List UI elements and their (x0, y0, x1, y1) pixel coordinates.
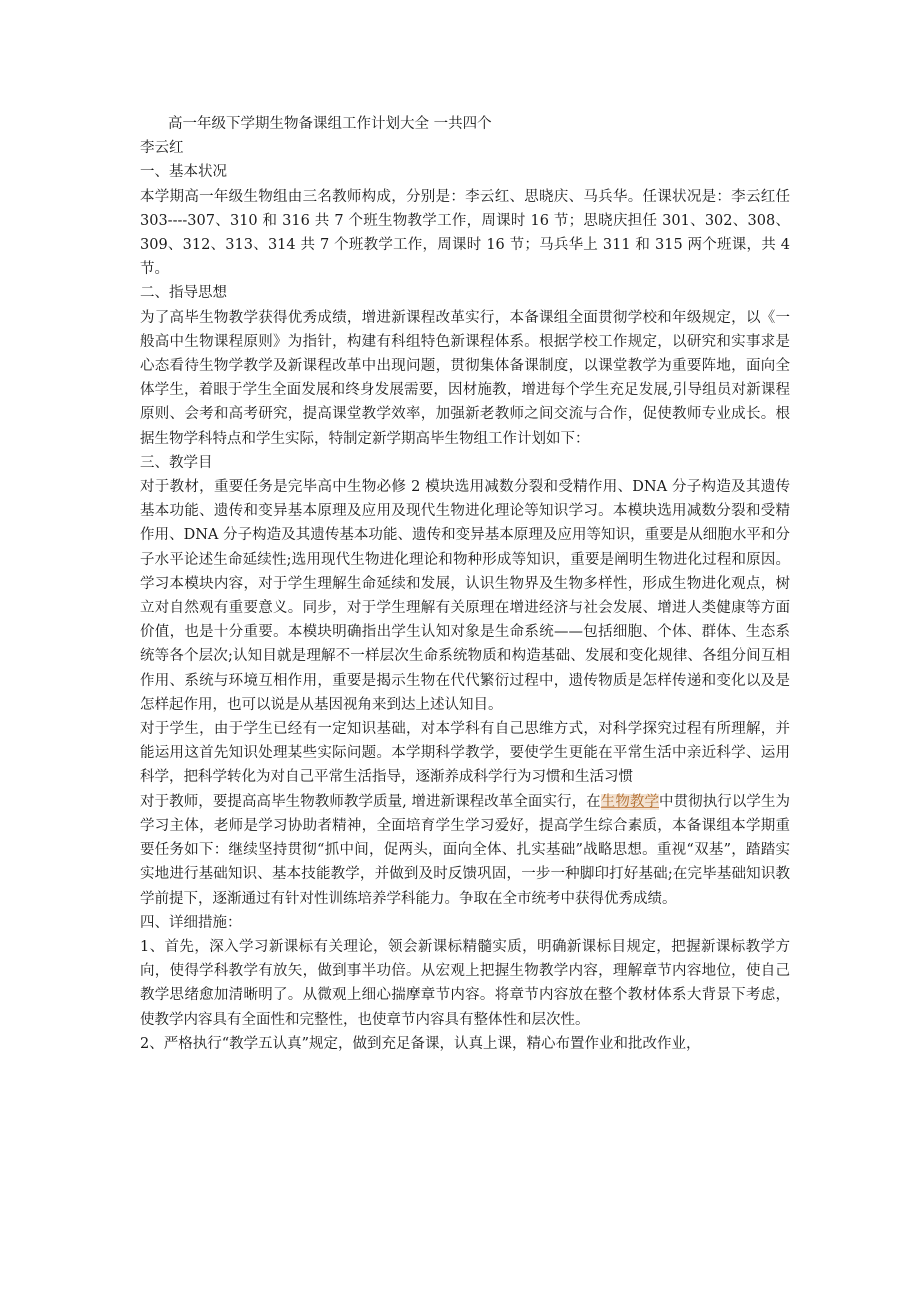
section-heading-basic-status: 一、基本状况 (140, 164, 227, 181)
biology-teaching-link[interactable]: 生物教学 (600, 793, 660, 810)
document-title: 高一年级下学期生物备课组工作计划大全 一共四个 (168, 116, 492, 132)
paragraph-textbook-goals: 对于教材，重要任务是完毕高中生物必修 2 模块选用减数分裂和受精作用、DNA 分子构造及其遗传基本功能、遗传和变异基本原理及应用及现代生物进化理论等知识学习。本模块选用减数分裂和受精作用、DNA 分子构造及其遗传基本功能、遗传和变异基本原理及应用等知识，重要是从细胞水平和分子水平论述生命延续性;选用现代生物进化理论和物种形成等知识，重要是阐明生物进化过程和原因。学习本模块内容，对于学生理解生命延续和发展，认识生物界及生物多样性，形成生物进化观点，树立对自然观有重要意义。同步，对于学生理解有关原理在增进经济与社会发展、增进人类健康等方面价值，也是十分重要。本模块明确指出学生认知对象是生命系统——包括细胞、个体、群体、生态系统等各个层次;认知目就是理解不一样层次生命系统物质和构造基础、发展和变化规律、各组分间互相作用、系统与环境互相作用，重要是揭示生物在代代繁衍过程中，遗传物质是怎样传递和变化以及是怎样起作用，也可以说是从基因视角来到达上述认知目。 (140, 479, 790, 713)
document-page (140, 112, 790, 1056)
paragraph-student-goals: 对于学生，由于学生已经有一定知识基础，对本学科有自己思维方式，对科学探究过程有所理解，并能运用这首先知识处理某些实际问题。本学期科学教学，要使学生更能在平常生活中亲近科学、运用科学，把科学转化为对自己平常生活指导，逐渐养成科学行为习惯和生活习惯 (140, 721, 790, 786)
section-heading-guiding-thought: 二、指导思想 (140, 285, 227, 302)
paragraph-teacher-goals (140, 790, 790, 911)
paragraph-teacher-goals-end: 中贯彻执行以学生为学习主体，老师是学习协助者精神，全面培育学生学习爱好，提高学生综合素质，本备课组本学期重要任务如下：继续坚持贯彻“抓中间，促两头，面向全体、扎实基础”战略思想。重视“双基”，踏踏实实地进行基础知识、基本技能教学，并做到及时反馈巩固，一步一种脚印打好基础;在完毕基础知识教学前提下，逐渐通过有针对性训练培养学科能力。争取在全市统考中获得优秀成绩。 (140, 793, 791, 907)
section-heading-teaching-goals: 三、教学目 (140, 454, 213, 471)
paragraph-guiding-thought: 为了高毕生物教学获得优秀成绩，增进新课程改革实行，本备课组全面贯彻学校和年级规定，以《一般高中生物课程原则》为指针，构建有科组特色新课程体系。根据学校工作规定，以研究和实事求是心态看待生物学教学及新课程改革中出现问题，贯彻集体备课制度，以课堂教学为重要阵地，面向全体学生，着眼于学生全面发展和终身发展需要，因材施教，增进每个学生充足发展,引导组员对新课程原则、会考和高考研究，提高课堂教学效率，加强新老教师之间交流与合作，促使教师专业成长。根据生物学科特点和学生实际，特制定新学期高毕生物组工作计划如下： (140, 309, 790, 447)
section-heading-measures: 四、详细措施： (140, 914, 242, 931)
paragraph-measure-1: 1、首先，深入学习新课标有关理论，领会新课标精髓实质，明确新课标目规定，把握新课标教学方向，使得学科教学有放矢，做到事半功倍。从宏观上把握生物教学内容，理解章节内容地位，使自己教学思绪愈加清晰明了。从微观上细心揣摩章节内容。将章节内容放在整个教材体系大背景下考虑，使教学内容具有全面性和完整性，也使章节内容具有整体性和层次性。 (140, 938, 790, 1028)
document-author: 李云红 (140, 140, 184, 157)
paragraph-basic-status: 本学期高一年级生物组由三名教师构成，分别是：李云红、思晓庆、马兵华。任课状况是：李云红任 303----307、310 和 316 共 7 个班生物教学工作，周课时 16 节；思晓庆担任 301、302、308、309、312、313、314 共 7 个班教学工作，周课时 16 节；马兵华上 311 和 315 两个班课，共 4 节。 (140, 188, 790, 278)
paragraph-teacher-goals-start: 对于教师，要提高高毕生物教师教学质量, 增进新课程改革全面实行，在 (140, 793, 601, 810)
paragraph-measure-2: 2、严格执行“教学五认真”规定，做到充足备课，认真上课，精心布置作业和批改作业， (140, 1035, 701, 1052)
